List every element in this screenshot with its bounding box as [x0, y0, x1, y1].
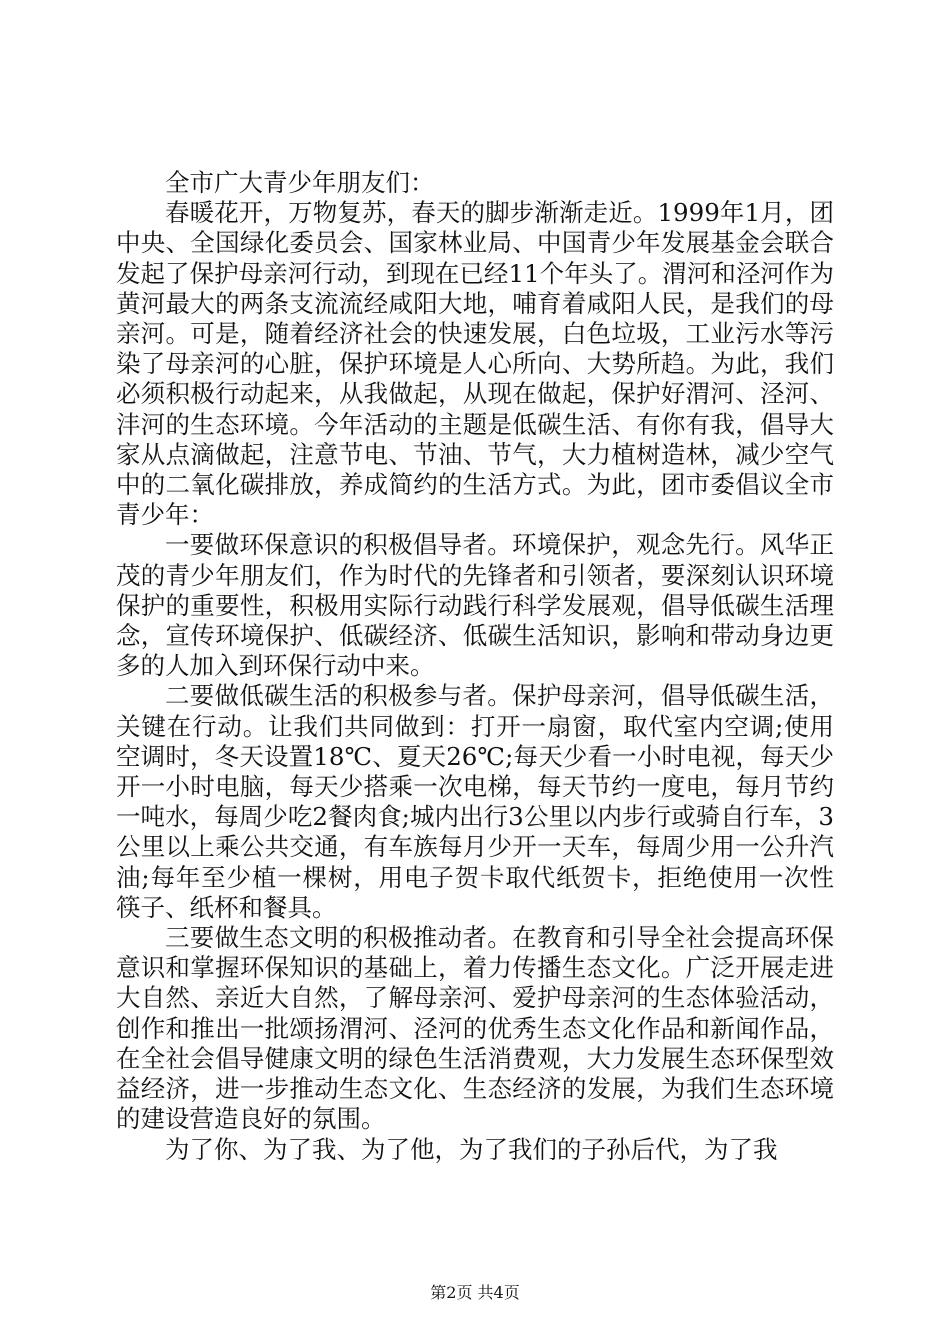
paragraph-third-proposal: 三要做生态文明的积极推动者。在教育和引导全社会提高环保意识和掌握环保知识的基础上，着力传播生态文化。广泛开展走进大自然、亲近大自然，了解母亲河、爱护母亲河的生态体验活动，创作和推出一批颂扬渭河、泾河的优秀生态文化作品和新闻作品，在全社会倡导健康文明的绿色生活消费观，大力发展生态环保型效益经济，进一步推动生态文化、生态经济的发展，为我们生态环境的建设营造良好的氛围。	[116, 923, 834, 1134]
paragraph-first-proposal: 一要做环保意识的积极倡导者。环境保护，观念先行。风华正茂的青少年朋友们，作为时代的先锋者和引领者，要深刻认识环境保护的重要性，积极用实际行动践行科学发展观，倡导低碳生活理念，宣传环境保护、低碳经济、低碳生活知识，影响和带动身边更多的人加入到环保行动中来。	[116, 530, 834, 681]
paragraph-second-proposal: 二要做低碳生活的积极参与者。保护母亲河，倡导低碳生活，关键在行动。让我们共同做到：打开一扇窗，取代室内空调;使用空调时，冬天设置18℃、夏天26℃;每天少看一小时电视，每天少开一小时电脑，每天少搭乘一次电梯，每天节约一度电，每月节约一吨水，每周少吃2餐肉食;城内出行3公里以内步行或骑自行车，3公里以上乘公共交通，有车族每月少开一天车，每周少用一公升汽油;每年至少植一棵树，用电子贺卡取代纸贺卡，拒绝使用一次性筷子、纸杯和餐具。	[116, 681, 834, 922]
document-body	[116, 168, 834, 1165]
paragraph-closing: 为了你、为了我、为了他，为了我们的子孙后代，为了我	[165, 1134, 778, 1164]
page-number-footer: 第2页 共4页	[430, 1283, 520, 1302]
paragraph-intro: 春暖花开，万物复苏，春天的脚步渐渐走近。1999年1月，团中央、全国绿化委员会、国家林业局、中国青少年发展基金会联合发起了保护母亲河行动，到现在已经11个年头了。渭河和泾河作为黄河最大的两条支流流经咸阳大地，哺育着咸阳人民，是我们的母亲河。可是，随着经济社会的快速发展，白色垃圾，工业污水等污染了母亲河的心脏，保护环境是人心所向、大势所趋。为此，我们必须积极行动起来，从我做起，从现在做起，保护好渭河、泾河、沣河的生态环境。今年活动的主题是低碳生活、有你有我，倡导大家从点滴做起，注意节电、节油、节气，大力植树造林，减少空气中的二氧化碳排放，养成简约的生活方式。为此，团市委倡议全市青少年：	[116, 198, 834, 530]
salutation: 全市广大青少年朋友们：	[165, 168, 435, 197]
